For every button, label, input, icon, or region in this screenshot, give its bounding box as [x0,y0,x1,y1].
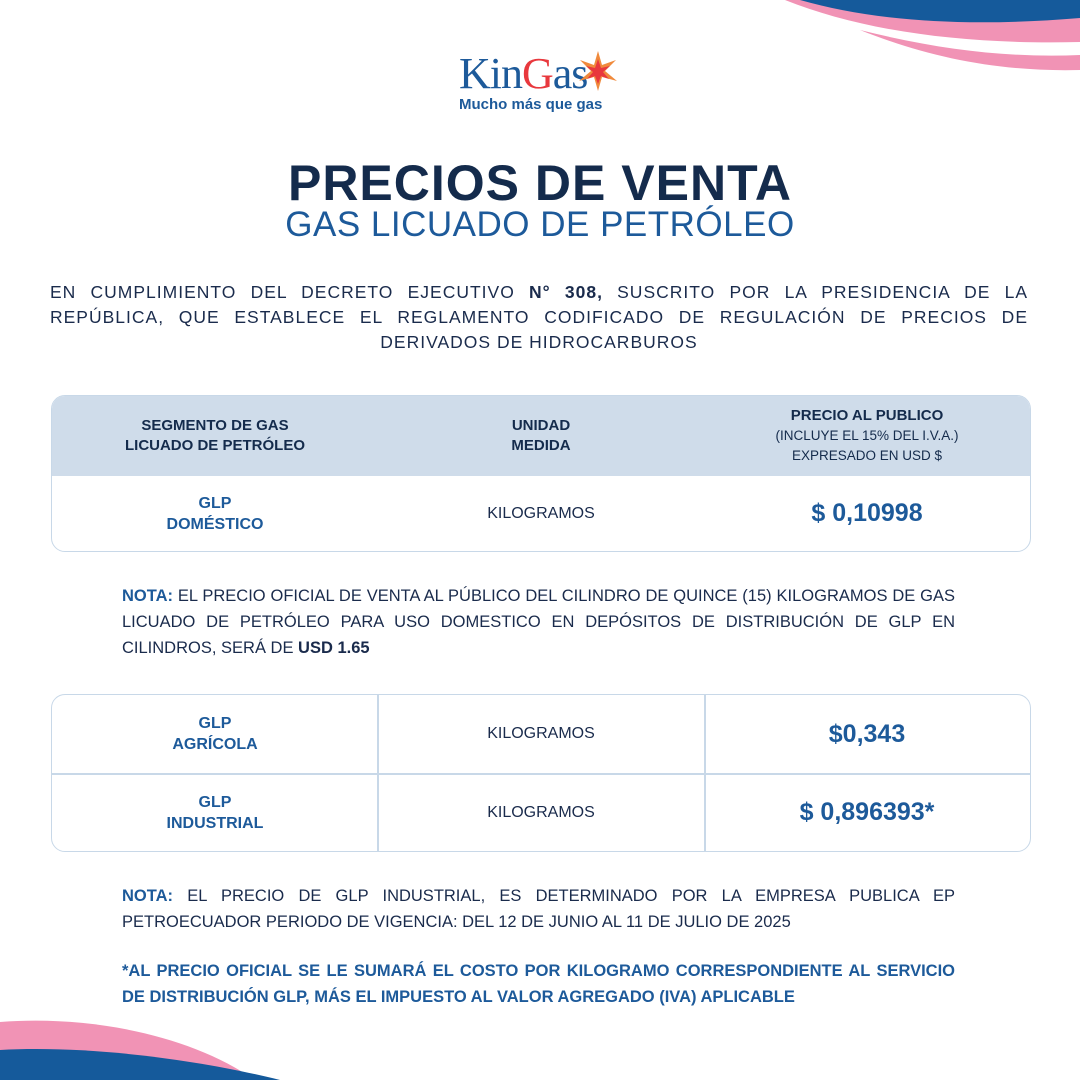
agricultural-industrial-price-table [51,694,1031,852]
header-unit-line2: MEDIDA [511,437,571,454]
price-domestic: $ 0,10998 [811,499,923,527]
note-text: EL PRECIO OFICIAL DE VENTA AL PÚBLICO DEL CILINDRO DE QUINCE (15) KILOGRAMOS DE GAS LICUADO DE PETRÓLEO PARA USO DOMESTICO EN DEPÓSITOS DE DISTRIBUCIÓN DE GLP EN CILINDROS, SERÁ DE [122,587,955,657]
segment-industrial [52,774,378,851]
header-unit-line1: UNIDAD [511,417,571,434]
decree-intro-paragraph [50,280,1028,355]
segment-domestic-line2: DOMÉSTICO [166,515,264,533]
page-subtitle: GAS LICUADO DE PETRÓLEO [285,205,795,244]
kingas-logo [455,44,630,124]
segment-domestic-line1: GLP [198,494,232,512]
cylinder-price: USD 1.65 [298,639,370,657]
unit-industrial: KILOGRAMOS [487,803,595,821]
segment-agricultural [52,695,378,773]
logo-text-g: G [522,49,553,98]
header-price-line3: EXPRESADO EN USD $ [791,448,943,463]
bottom-left-pink-wave [0,1021,255,1080]
price-agricultural: $0,343 [828,719,906,748]
header-price-line2: (INCLUYE EL 15% DEL I.V.A.) [775,428,959,443]
logo-tagline: Mucho más que gas [459,96,603,113]
header-segment-line1: SEGMENTO DE GAS [141,417,289,434]
price-industrial: $ 0,896393* [799,798,935,826]
unit-domestic: KILOGRAMOS [487,504,595,522]
note-domestic-cylinder [122,583,955,661]
flame-star-icon [577,50,619,92]
header-price [704,396,1030,476]
segment-industrial-line2: INDUSTRIAL [166,814,264,832]
intro-text-start: EN CUMPLIMIENTO DEL DECRETO EJECUTIVO [50,282,530,302]
header-price-line1: PRECIO AL PUBLICO [790,407,944,424]
header-unit [378,396,704,476]
note-label: NOTA: [122,587,174,605]
segment-domestic [52,476,378,551]
unit-agricultural: KILOGRAMOS [487,725,595,742]
top-right-pink-band [860,30,1080,70]
logo-text-as: as [552,49,588,98]
domestic-price-table [51,395,1031,552]
logo-wordmark [459,48,587,99]
segment-agricultural-line1: GLP [198,715,232,732]
top-right-pink-wave [785,0,1080,42]
page-title: PRECIOS DE VENTA [287,155,793,211]
segment-industrial-line1: GLP [198,793,232,811]
bottom-left-blue-wave [0,1049,280,1080]
logo-text-kin: Kin [459,49,522,98]
note-label: NOTA: [122,887,174,905]
intro-text-end: SUSCRITO POR LA PRESIDENCIA DE LA REPÚBLICA, QUE ESTABLECE EL REGLAMENTO CODIFICADO DE REGULACIÓN DE PRECIOS DE DERIVADOS DE HIDROCARBUROS [50,282,1029,352]
distribution-cost-footnote: *AL PRECIO OFICIAL SE LE SUMARÁ EL COSTO POR KILOGRAMO CORRESPONDIENTE AL SERVICIO DE DISTRIBUCIÓN GLP, MÁS EL IMPUESTO AL VALOR AGREGADO (IVA) APLICABLE [122,962,955,1006]
header-segment-line2: LICUADO DE PETRÓLEO [124,437,305,454]
note-text: EL PRECIO DE GLP INDUSTRIAL, ES DETERMINADO POR LA EMPRESA PUBLICA EP PETROECUADOR PERIODO DE VIGENCIA: DEL 12 DE JUNIO AL 11 DE JULIO DE 2025 [122,887,955,931]
note-industrial-price [122,883,955,935]
top-right-blue-wave [800,0,1080,22]
segment-agricultural-line2: AGRÍCOLA [172,736,258,753]
decree-number: N° 308, [529,282,603,302]
header-segment [52,396,378,476]
